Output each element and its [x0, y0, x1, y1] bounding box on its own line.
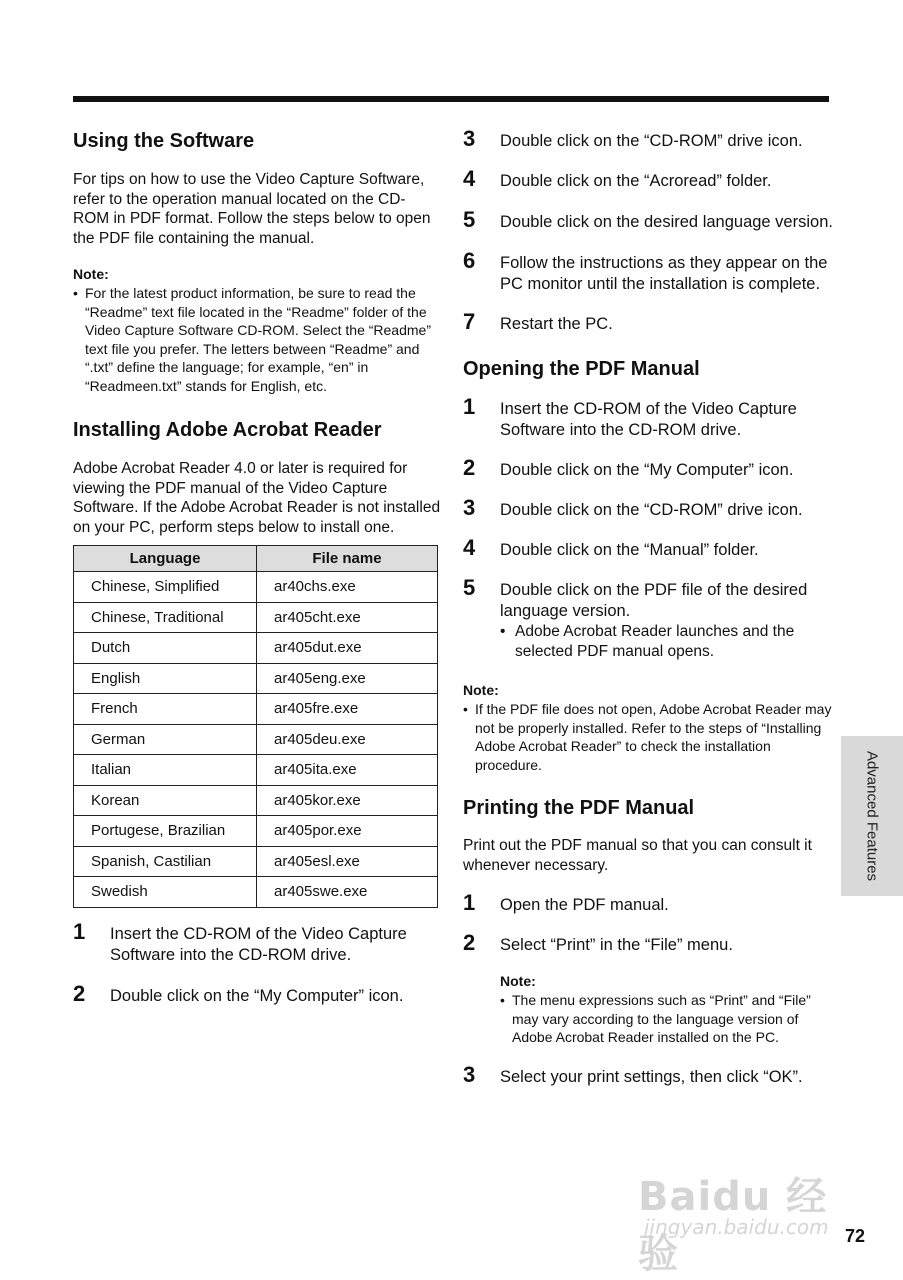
note-label: Note: — [73, 266, 109, 282]
table-row — [74, 694, 438, 725]
watermark-url: jingyan.baidu.com — [644, 1215, 829, 1239]
table-row — [74, 572, 438, 603]
table-cell-filename: ar405fre.exe — [257, 694, 438, 725]
install-acrobat-heading: Installing Adobe Acrobat Reader — [73, 419, 382, 441]
table-header-language: Language — [74, 546, 257, 572]
right-column — [463, 126, 833, 1088]
table-cell-language: Spanish, Castilian — [74, 846, 257, 877]
step-text: Double click on the PDF file of the desired language version. — [500, 581, 808, 620]
step-text: Double click on the desired language version. — [500, 213, 833, 231]
watermark — [636, 1165, 846, 1277]
opening-step-2 — [463, 455, 833, 481]
opening-step-1 — [463, 394, 833, 441]
table-cell-filename: ar405por.exe — [257, 816, 438, 847]
step-text: Double click on the “CD-ROM” drive icon. — [500, 132, 803, 150]
table-cell-filename: ar405kor.exe — [257, 785, 438, 816]
table-header-filename: File name — [257, 546, 438, 572]
table-cell-filename: ar405deu.exe — [257, 724, 438, 755]
table-row — [74, 663, 438, 694]
printing-manual-heading: Printing the PDF Manual — [463, 797, 695, 819]
table-row — [74, 755, 438, 786]
note-bullet: • If the PDF file does not open, Adobe Acrobat Reader may not be properly installed. Refer to the steps of “Installing Adobe Acrobat Reader” to check the installation procedure. — [463, 700, 833, 774]
side-tab-label: Advanced Features — [863, 750, 881, 882]
top-rule — [73, 96, 829, 102]
note-bullet: • The menu expressions such as “Print” and “File” may vary according to the language version of Adobe Acrobat Reader installed on the PC. — [500, 991, 833, 1047]
table-cell-filename: ar40chs.exe — [257, 572, 438, 603]
table-cell-language: Dutch — [74, 633, 257, 664]
table-row — [74, 724, 438, 755]
step-text: Restart the PC. — [500, 315, 613, 333]
table-cell-filename: ar405cht.exe — [257, 602, 438, 633]
watermark-logo: Baidu 经验 — [638, 1174, 828, 1277]
install-step-3 — [463, 126, 833, 152]
step-number: 3 — [463, 495, 476, 520]
step-number: 1 — [73, 918, 86, 944]
table-cell-language: French — [74, 694, 257, 725]
step-text: Follow the instructions as they appear on the PC monitor until the installation is complete. — [500, 254, 828, 293]
step-number: 3 — [463, 1061, 476, 1087]
step-number: 1 — [463, 394, 476, 419]
step-number: 5 — [463, 207, 476, 232]
table-cell-filename: ar405dut.exe — [257, 633, 438, 664]
step-text: Double click on the “My Computer” icon. — [110, 986, 404, 1005]
table-row — [74, 785, 438, 816]
table-cell-language: Portugese, Brazilian — [74, 816, 257, 847]
opening-step-5-bullet: • Adobe Acrobat Reader launches and the selected PDF manual opens. — [500, 622, 833, 662]
table-row — [74, 633, 438, 664]
install-acrobat-body: Adobe Acrobat Reader 4.0 or later is required for viewing the PDF manual of the Video Capture Software. If the Adobe Acrobat Reader is not installed on your PC, perform steps below to install one. — [73, 460, 441, 536]
note-label: Note: — [500, 973, 536, 989]
install-step-1 — [73, 918, 441, 966]
table-row — [74, 816, 438, 847]
printing-manual-body: Print out the PDF manual so that you can consult it whenever necessary. — [463, 837, 812, 874]
table-cell-language: Swedish — [74, 877, 257, 908]
step-text: Double click on the “Acroread” folder. — [500, 172, 772, 190]
section-side-tab — [841, 736, 903, 896]
step-number: 5 — [463, 575, 476, 600]
table-cell-filename: ar405esl.exe — [257, 846, 438, 877]
opening-step-5 — [463, 575, 833, 662]
table-header-row — [74, 546, 438, 572]
step-number: 2 — [73, 980, 86, 1006]
step-text: Insert the CD-ROM of the Video Capture Software into the CD-ROM drive. — [110, 924, 407, 964]
note-bullet: • For the latest product information, be sure to read the “Readme” text file located in the “Readme” folder of the Video Capture Software CD-ROM. Select the “Readme” text file you prefer. The letters between “Readme” and “.txt” define the language; for example, “en” in “Readmeen.txt” stands for English, etc. — [73, 284, 441, 395]
step-number: 3 — [463, 126, 476, 151]
table-row — [74, 846, 438, 877]
printing-step-2 — [463, 930, 833, 1047]
using-software-body: For tips on how to use the Video Capture Software, refer to the operation manual located on the CD-ROM in PDF format. Follow the steps below to open the PDF file containing the manual. — [73, 171, 431, 247]
step-text: Double click on the “My Computer” icon. — [500, 461, 794, 479]
table-cell-language: Chinese, Simplified — [74, 572, 257, 603]
install-step-7 — [463, 309, 833, 335]
table-cell-language: Korean — [74, 785, 257, 816]
install-step-5 — [463, 207, 833, 233]
table-cell-filename: ar405ita.exe — [257, 755, 438, 786]
step-number: 4 — [463, 535, 476, 560]
step-number: 1 — [463, 890, 476, 915]
install-step-6 — [463, 248, 833, 295]
step-text: Double click on the “CD-ROM” drive icon. — [500, 501, 803, 519]
note-label: Note: — [463, 682, 499, 698]
table-cell-language: English — [74, 663, 257, 694]
step-text: Insert the CD-ROM of the Video Capture Software into the CD-ROM drive. — [500, 400, 797, 439]
printing-step-3 — [463, 1061, 833, 1088]
table-cell-filename: ar405eng.exe — [257, 663, 438, 694]
step-text: Select “Print” in the “File” menu. — [500, 936, 733, 954]
using-software-heading: Using the Software — [73, 130, 255, 152]
table-cell-language: German — [74, 724, 257, 755]
step-text: Select your print settings, then click “OK”. — [500, 1067, 803, 1086]
page-number: 72 — [845, 1226, 866, 1246]
table-row — [74, 602, 438, 633]
step-text: Open the PDF manual. — [500, 896, 669, 914]
opening-step-4 — [463, 535, 833, 561]
opening-step-3 — [463, 495, 833, 521]
install-step-4 — [463, 166, 833, 192]
language-file-table — [73, 545, 438, 908]
printing-step-1 — [463, 890, 833, 916]
table-cell-language: Chinese, Traditional — [74, 602, 257, 633]
step-number: 2 — [463, 455, 476, 480]
install-step-2 — [73, 980, 441, 1007]
step-number: 2 — [463, 930, 476, 955]
table-cell-language: Italian — [74, 755, 257, 786]
step-number: 4 — [463, 166, 476, 191]
step-number: 6 — [463, 248, 476, 273]
table-row — [74, 877, 438, 908]
step-number: 7 — [463, 309, 476, 334]
left-column — [73, 126, 441, 1007]
opening-manual-heading: Opening the PDF Manual — [463, 358, 700, 380]
table-cell-filename: ar405swe.exe — [257, 877, 438, 908]
step-text: Double click on the “Manual” folder. — [500, 541, 759, 559]
